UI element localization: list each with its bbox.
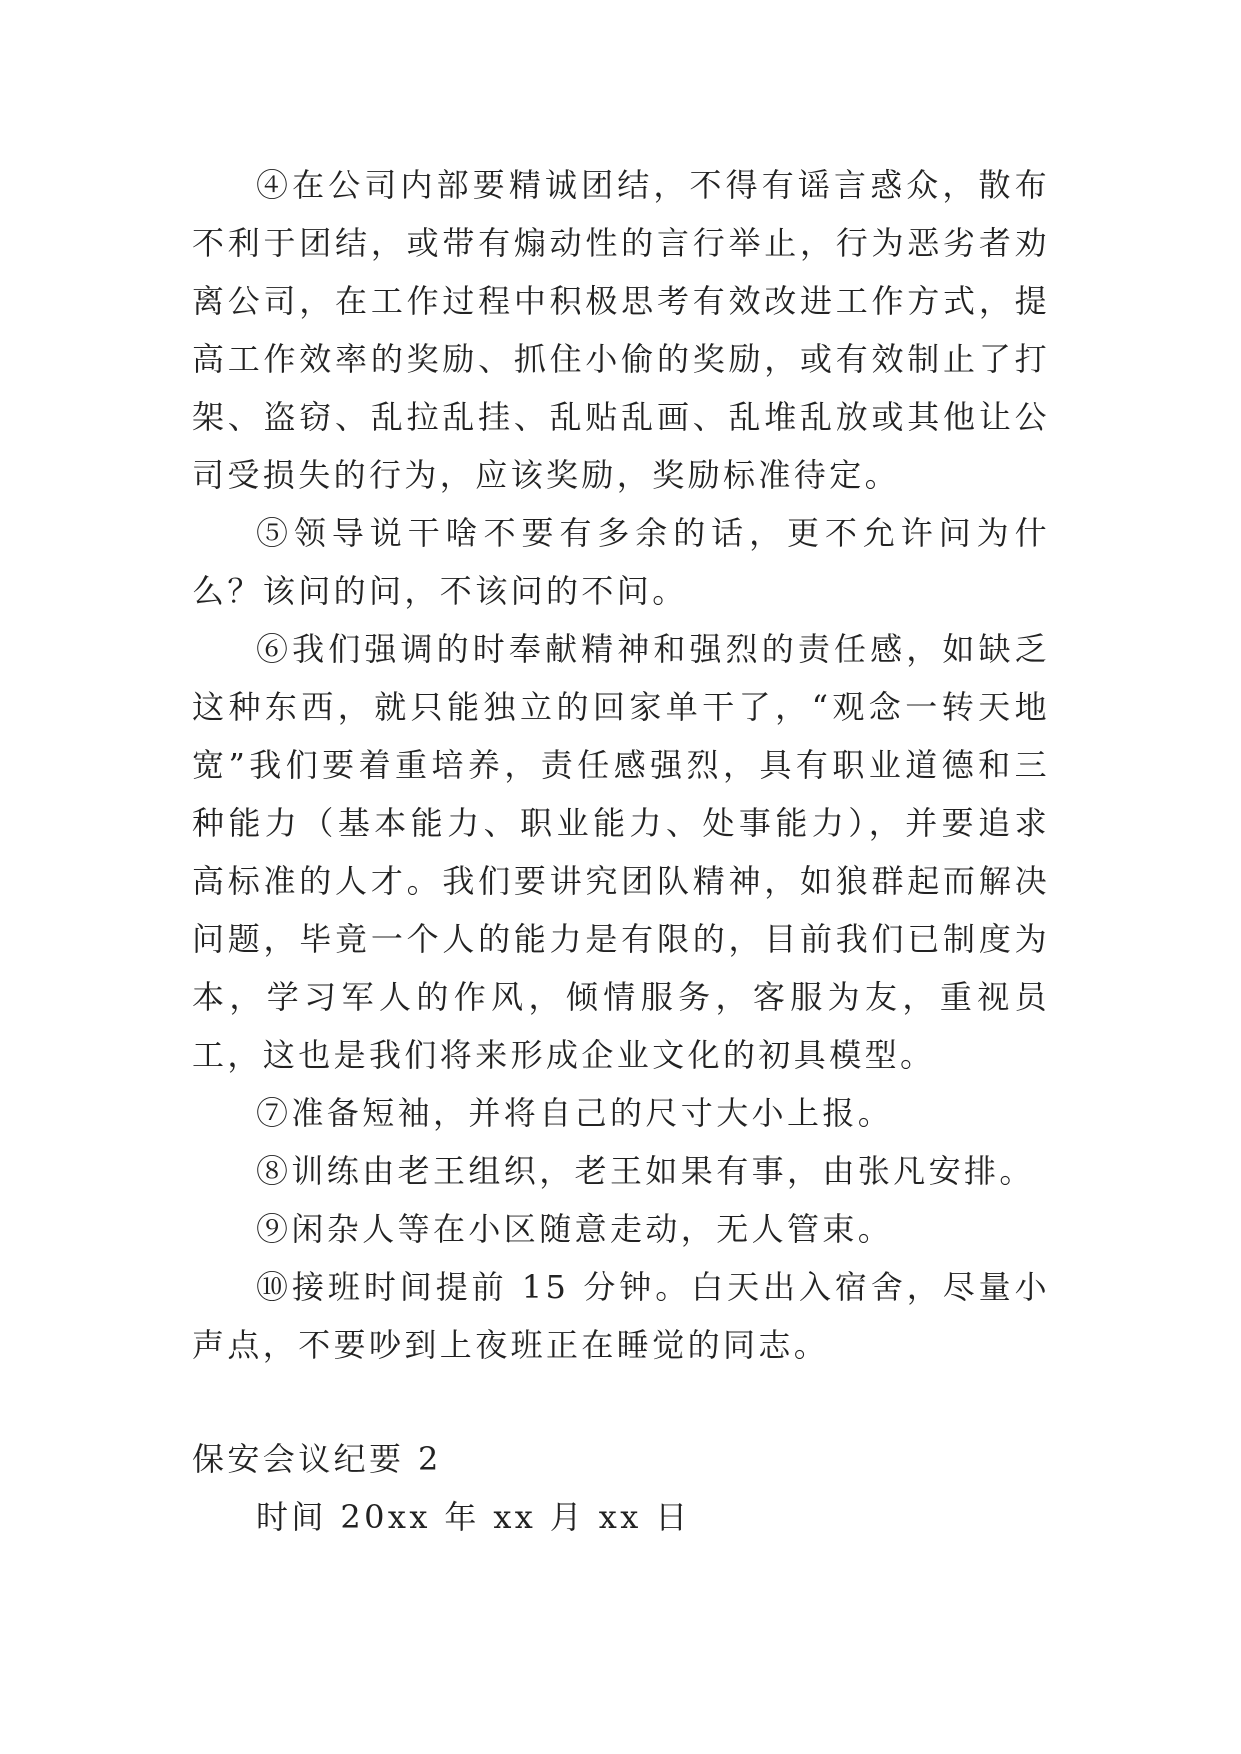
paragraph-item-6: ⑥我们强调的时奉献精神和强烈的责任感，如缺乏这种东西，就只能独立的回家单干了，“观念一转天地宽”我们要着重培养，责任感强烈，具有职业道德和三种能力（基本能力、职业能力、处事能力），并要追求高标准的人才。我们要讲究团队精神，如狼群起而解决问题，毕竟一个人的能力是有限的，目前我们已制度为本，学习军人的作风，倾情服务，客服为友，重视员工，这也是我们将来形成企业文化的初具模型。 bbox=[192, 630, 1050, 1074]
paragraph-item-4: ④在公司内部要精诚团结，不得有谣言惑众，散布不利于团结，或带有煽动性的言行举止，行为恶劣者劝离公司，在工作过程中积极思考有效改进工作方式，提高工作效率的奖励、抓住小偷的奖励，或有效制止了打架、盗窃、乱拉乱挂、乱贴乱画、乱堆乱放或其他让公司受损失的行为，应该奖励，奖励标准待定。 bbox=[192, 166, 1050, 494]
section-gap bbox=[192, 1374, 1050, 1430]
meeting-time: 时间 20xx 年 xx 月 xx 日 bbox=[256, 1498, 691, 1536]
paragraph-item-10: ⑩接班时间提前 15 分钟。白天出入宿舍，尽量小声点，不要吵到上夜班正在睡觉的同志。 bbox=[192, 1268, 1050, 1364]
paragraph-item-5: ⑤领导说干啥不要有多余的话，更不允许问为什么？该问的问，不该问的不问。 bbox=[192, 514, 1050, 610]
paragraph-item-7: ⑦准备短袖，并将自己的尺寸大小上报。 bbox=[256, 1094, 894, 1132]
paragraph-item-8: ⑧训练由老王组织，老王如果有事，由张凡安排。 bbox=[256, 1152, 1035, 1190]
section-title: 保安会议纪要 2 bbox=[192, 1440, 442, 1478]
paragraph-item-9: ⑨闲杂人等在小区随意走动，无人管束。 bbox=[256, 1210, 894, 1248]
document-page bbox=[192, 156, 1050, 1546]
